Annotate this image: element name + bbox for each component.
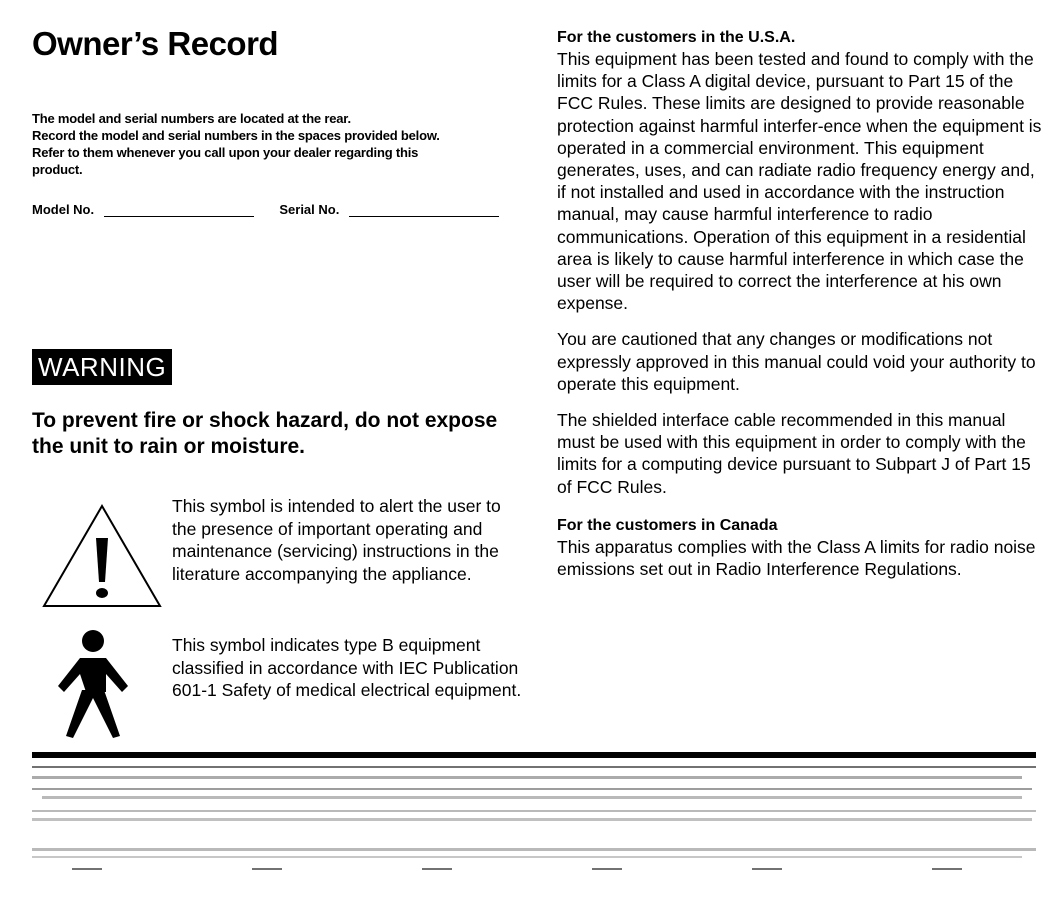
warning-badge: WARNING (32, 349, 172, 385)
serial-number-field[interactable] (349, 202, 499, 217)
symbol2-description: This symbol indicates type B equipment classified in accordance with IEC Publication 601-1 Safety of medical electrical equipment. (172, 635, 522, 700)
canada-heading: For the customers in Canada (557, 516, 778, 534)
model-label: Model No. (32, 202, 95, 217)
symbol1-description: This symbol is intended to alert the user to the presence of important operating and maintenance (servicing) instructions in the literature accompanying the appliance. (172, 496, 501, 584)
usa-paragraph-1: This equipment has been tested and found to comply with the limits for a Class A digital device, pursuant to Part 15 of the FCC Rules. These limits are designed to provide reasonable protection against harmful interfer-ence when the equipment is operated in a commercial environment. This equipment generates, uses, and can radiate radio frequency energy and, if not installed and used in accordance with the instruction manual, may cause harmful interference to radio communications. Operation of this equipment in a residential area is likely to cause harmful interference in which case the user will be required to correct the interference at his own expense. (557, 49, 1042, 314)
record-fields (32, 202, 522, 217)
intro-line: Record the model and serial numbers in the spaces provided below. (32, 128, 440, 143)
warning-text: To prevent fire or shock hazard, do not expose the unit to rain or moisture. (32, 409, 498, 458)
usa-paragraph-2: You are cautioned that any changes or modifications not expressly approved in this manual could void your authority to operate this equipment. (557, 329, 1036, 394)
usa-heading: For the customers in the U.S.A. (557, 29, 796, 46)
serial-label: Serial No. (279, 202, 340, 217)
intro-line: product. (32, 162, 83, 177)
canada-paragraph: This apparatus complies with the Class A limits for radio noise emissions set out in Radio Interference Regulations. (557, 536, 1036, 580)
intro-text (32, 110, 522, 178)
bottom-divider (32, 752, 1036, 758)
degraded-text-strip (32, 762, 1036, 882)
intro-line: The model and serial numbers are located at the rear. (32, 111, 351, 126)
intro-line: Refer to them whenever you call upon your dealer regarding this (32, 145, 419, 160)
page-title: Owner’s Record (32, 25, 279, 62)
warning-triangle-icon (40, 502, 164, 612)
fcc-notice-column (557, 28, 1042, 580)
usa-paragraph-3: The shielded interface cable recommended in this manual must be used with this equipment in order to comply with the limits for a computing device pursuant to Subpart J of Part 15 of FCC Rules. (557, 410, 1031, 497)
owners-record-column (32, 24, 527, 700)
model-number-field[interactable] (104, 202, 254, 217)
type-b-person-icon (58, 628, 128, 738)
